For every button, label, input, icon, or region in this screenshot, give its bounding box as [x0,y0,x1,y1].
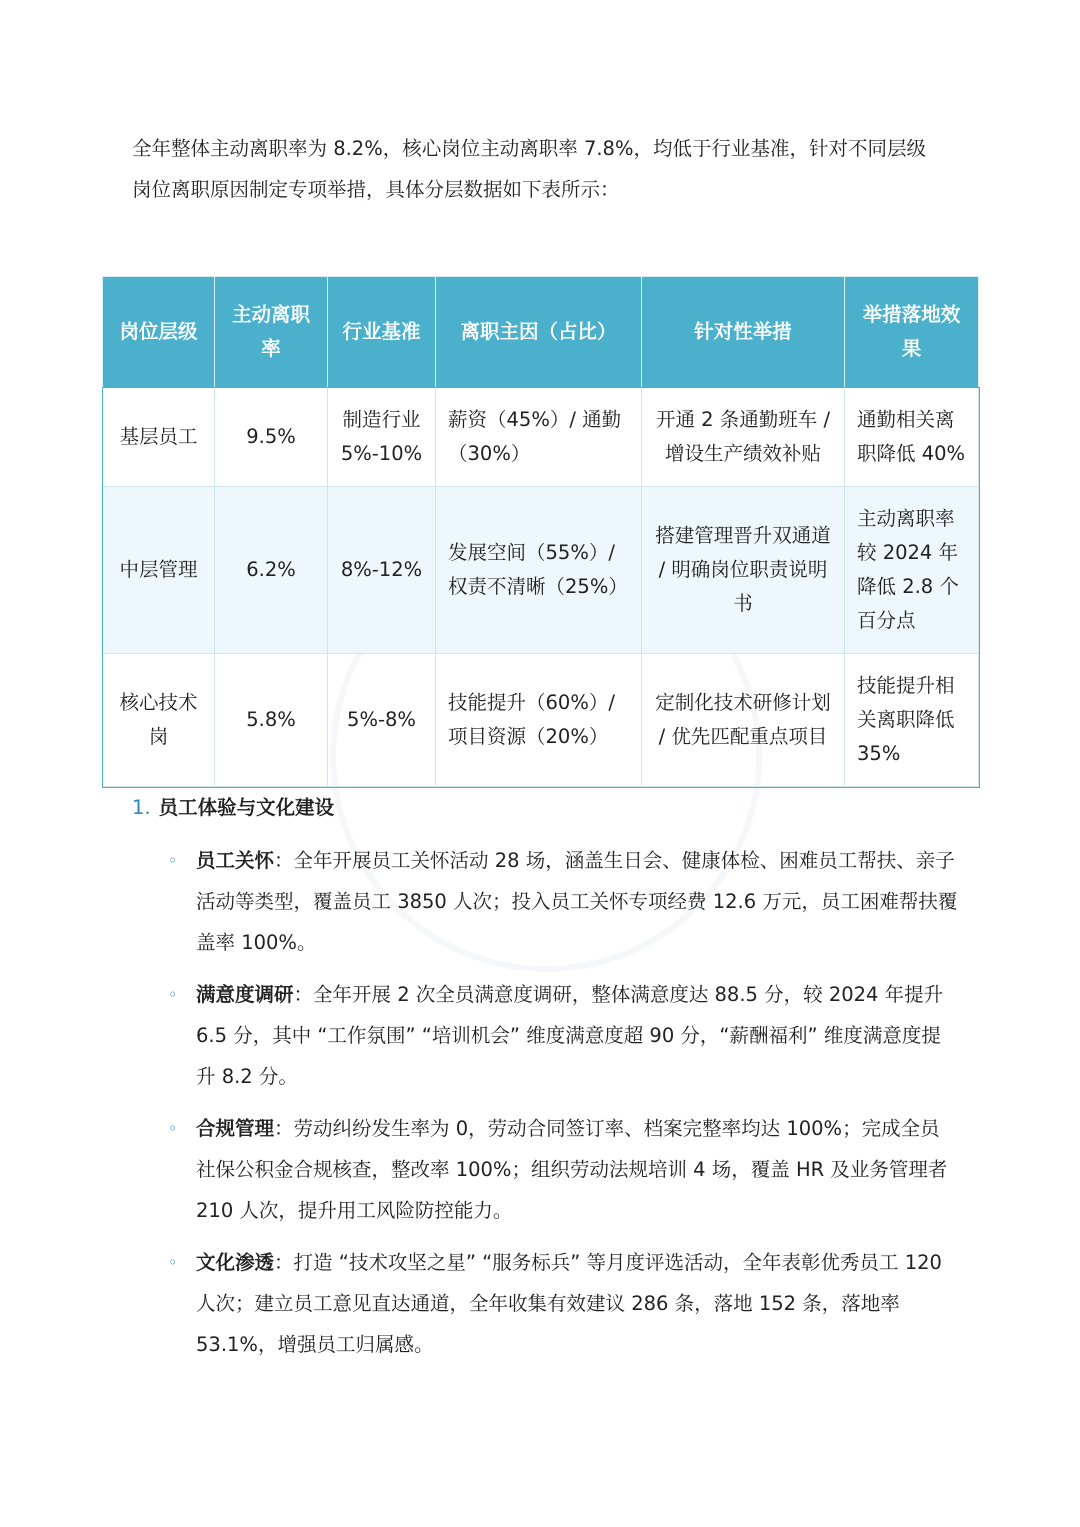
bullet-text: ：全年开展 2 次全员满意度调研，整体满意度达 88.5 分，较 2024 年提升 6.5 分，其中 “工作氛围” “培训机会” 维度满意度超 90 分，“薪酬福利” 维度满意度提升 8.2 分。 [196,983,944,1088]
bullet-circle-icon: ◦ [168,1253,178,1272]
bullet-list [168,840,958,1376]
table-cell: 6.2% [215,487,328,654]
table-cell: 薪资（45%）/ 通勤（30%） [436,388,642,487]
table-cell: 通勤相关离职降低 40% [845,388,979,487]
header-cell: 主动离职率 [215,277,328,388]
table-row [103,487,979,654]
table-cell: 制造行业 5%-10% [328,388,436,487]
header-cell: 举措落地效果 [845,277,979,388]
table-cell: 定制化技术研修计划 / 优先匹配重点项目 [642,654,845,787]
table-cell: 核心技术岗 [103,654,215,787]
attrition-table [102,276,979,787]
header-cell: 针对性举措 [642,277,845,388]
table-cell: 发展空间（55%）/ 权责不清晰（25%） [436,487,642,654]
bullet-circle-icon: ◦ [168,985,178,1004]
intro-line-1: 全年整体主动离职率为 8.2%，核心岗位主动离职率 7.8%，均低于行业基准，针对不同层级 [132,137,926,160]
list-item [168,840,958,963]
list-item [168,1242,958,1365]
table-cell: 5%-8% [328,654,436,787]
table-row [103,388,979,487]
table-cell: 技能提升（60%）/ 项目资源（20%） [436,654,642,787]
table-cell: 基层员工 [103,388,215,487]
intro-line-2: 岗位离职原因制定专项举措，具体分层数据如下表所示： [132,178,620,201]
table-cell: 5.8% [215,654,328,787]
bullet-text: ：劳动纠纷发生率为 0，劳动合同签订率、档案完整率均达 100%；完成全员社保公积金合规核查，整改率 100%；组织劳动法规培训 4 场，覆盖 HR 及业务管理者 210 人次，提升用工风险防控能力。 [196,1117,948,1222]
bullet-label: 合规管理 [196,1117,275,1140]
header-cell: 岗位层级 [103,277,215,388]
section-number: 1. [132,796,151,819]
table-cell: 主动离职率较 2024 年降低 2.8 个百分点 [845,487,979,654]
table-cell: 9.5% [215,388,328,487]
table-cell: 开通 2 条通勤班车 / 增设生产绩效补贴 [642,388,845,487]
bullet-circle-icon: ◦ [168,851,178,870]
table-cell: 8%-12% [328,487,436,654]
bullet-label: 满意度调研 [196,983,294,1006]
table-cell: 技能提升相关离职降低 35% [845,654,979,787]
table-cell: 中层管理 [103,487,215,654]
section-title: 员工体验与文化建设 [158,796,335,819]
table-header-row [103,277,979,388]
bullet-label: 文化渗透 [196,1251,275,1274]
header-cell: 离职主因（占比） [436,277,642,388]
intro-paragraph [132,128,962,210]
list-item [168,974,958,1097]
table-row [103,654,979,787]
header-cell: 行业基准 [328,277,436,388]
section-heading [132,792,334,824]
list-item [168,1108,958,1231]
table-cell: 搭建管理晋升双通道 / 明确岗位职责说明书 [642,487,845,654]
bullet-text: ：全年开展员工关怀活动 28 场，涵盖生日会、健康体检、困难员工帮扶、亲子活动等类型，覆盖员工 3850 人次；投入员工关怀专项经费 12.6 万元，员工困难帮扶覆盖率 100%。 [196,849,958,954]
bullet-text: ：打造 “技术攻坚之星” “服务标兵” 等月度评选活动，全年表彰优秀员工 120 人次；建立员工意见直达通道，全年收集有效建议 286 条，落地 152 条，落地率 53.1%，增强员工归属感。 [196,1251,942,1356]
bullet-label: 员工关怀 [196,849,275,872]
bullet-circle-icon: ◦ [168,1119,178,1138]
